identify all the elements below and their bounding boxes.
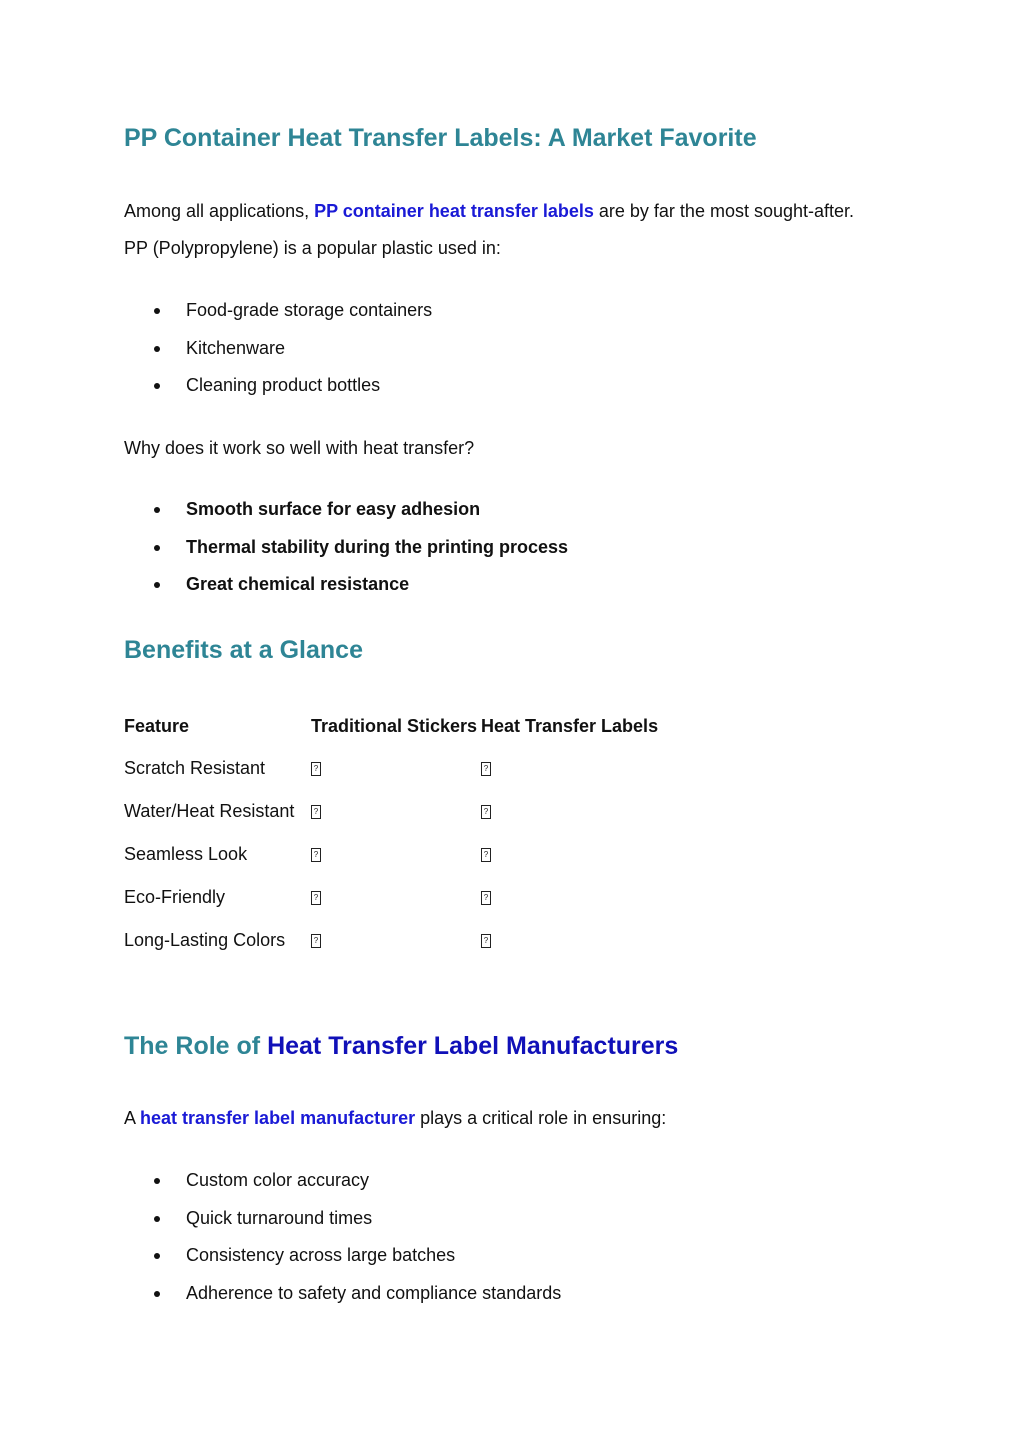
heat-transfer-cell bbox=[481, 876, 671, 919]
missing-glyph-icon: ? bbox=[481, 848, 491, 862]
benefits-table bbox=[124, 705, 671, 962]
intro-text-line2: PP (Polypropylene) is a popular plastic used in: bbox=[124, 238, 501, 258]
list-item-text: Consistency across large batches bbox=[186, 1245, 456, 1266]
manufacturer-paragraph bbox=[124, 1100, 666, 1137]
bullet-icon bbox=[154, 383, 160, 389]
missing-glyph-icon: ? bbox=[311, 805, 321, 819]
feature-cell: Seamless Look bbox=[124, 844, 248, 864]
section-title-pp-container: PP Container Heat Transfer Labels: A Market Favorite bbox=[124, 124, 757, 152]
list-item bbox=[124, 367, 432, 405]
column-header-feature: Feature bbox=[124, 715, 190, 736]
traditional-cell bbox=[311, 790, 481, 833]
missing-glyph-icon: ? bbox=[481, 891, 491, 905]
list-item-text: Thermal stability during the printing process bbox=[186, 536, 569, 557]
section-title-benefits: Benefits at a Glance bbox=[124, 636, 363, 664]
heat-transfer-cell bbox=[481, 919, 671, 962]
paragraph-text-start: A bbox=[124, 1108, 141, 1128]
missing-glyph-icon: ? bbox=[311, 848, 321, 862]
heat-transfer-cell bbox=[481, 833, 671, 876]
list-item-text: Great chemical resistance bbox=[186, 574, 410, 595]
pp-uses-list bbox=[124, 292, 432, 405]
bullet-icon bbox=[154, 1253, 160, 1259]
list-item bbox=[124, 529, 568, 567]
paragraph-text-end: plays a critical role in ensuring: bbox=[415, 1108, 667, 1128]
question-paragraph: Why does it work so well with heat transfer? bbox=[124, 438, 475, 458]
intro-text-start: Among all applications, bbox=[124, 201, 315, 221]
table-header-row bbox=[124, 705, 671, 747]
manufacturer-roles-list bbox=[124, 1162, 561, 1313]
bullet-icon bbox=[154, 1178, 160, 1184]
list-item bbox=[124, 1162, 561, 1200]
bullet-icon bbox=[154, 308, 160, 314]
list-item-text: Cleaning product bottles bbox=[186, 375, 381, 396]
list-item bbox=[124, 491, 568, 529]
table-row bbox=[124, 747, 671, 790]
manufacturer-link[interactable]: heat transfer label manufacturer bbox=[140, 1108, 416, 1128]
list-item-text: Quick turnaround times bbox=[186, 1207, 373, 1228]
list-item-text: Custom color accuracy bbox=[186, 1170, 370, 1190]
list-item-text: Kitchenware bbox=[186, 337, 286, 358]
heat-transfer-cell bbox=[481, 790, 671, 833]
missing-glyph-icon: ? bbox=[481, 762, 491, 776]
missing-glyph-icon: ? bbox=[481, 805, 491, 819]
feature-cell: Water/Heat Resistant bbox=[124, 801, 295, 821]
bullet-icon bbox=[154, 507, 160, 513]
list-item-text: Smooth surface for easy adhesion bbox=[186, 499, 481, 519]
missing-glyph-icon: ? bbox=[311, 762, 321, 776]
table-row bbox=[124, 919, 671, 962]
list-item bbox=[124, 1200, 561, 1238]
missing-glyph-icon: ? bbox=[311, 934, 321, 948]
list-item bbox=[124, 1275, 561, 1313]
intro-paragraph bbox=[124, 193, 854, 267]
list-item-text: Adherence to safety and compliance standards bbox=[186, 1283, 562, 1304]
list-item-text: Food-grade storage containers bbox=[186, 300, 433, 320]
table-row bbox=[124, 833, 671, 876]
traditional-cell bbox=[311, 919, 481, 962]
traditional-cell bbox=[311, 747, 481, 790]
bullet-icon bbox=[154, 346, 160, 352]
list-item bbox=[124, 292, 432, 330]
intro-text-end: are by far the most sought-after. bbox=[593, 201, 855, 221]
reasons-list bbox=[124, 491, 568, 604]
traditional-cell bbox=[311, 876, 481, 919]
missing-glyph-icon: ? bbox=[311, 891, 321, 905]
section-title-manufacturers bbox=[124, 1032, 678, 1061]
feature-cell: Eco-Friendly bbox=[124, 887, 226, 907]
traditional-cell bbox=[311, 833, 481, 876]
missing-glyph-icon: ? bbox=[481, 934, 491, 948]
bullet-icon bbox=[154, 1291, 160, 1297]
list-item bbox=[124, 566, 568, 604]
feature-cell: Long-Lasting Colors bbox=[124, 930, 286, 950]
column-header-heat-transfer: Heat Transfer Labels bbox=[481, 715, 659, 736]
pp-container-labels-link[interactable]: PP container heat transfer labels bbox=[314, 201, 594, 221]
manufacturers-title-link[interactable]: Heat Transfer Label Manufacturers bbox=[267, 1032, 679, 1060]
table-row bbox=[124, 790, 671, 833]
feature-cell: Scratch Resistant bbox=[124, 758, 266, 778]
heat-transfer-cell bbox=[481, 747, 671, 790]
bullet-icon bbox=[154, 545, 160, 551]
list-item bbox=[124, 330, 432, 368]
table-row bbox=[124, 876, 671, 919]
bullet-icon bbox=[154, 1216, 160, 1222]
bullet-icon bbox=[154, 582, 160, 588]
list-item bbox=[124, 1237, 561, 1275]
title-text: The Role of bbox=[124, 1032, 268, 1060]
column-header-traditional: Traditional Stickers bbox=[311, 715, 478, 736]
